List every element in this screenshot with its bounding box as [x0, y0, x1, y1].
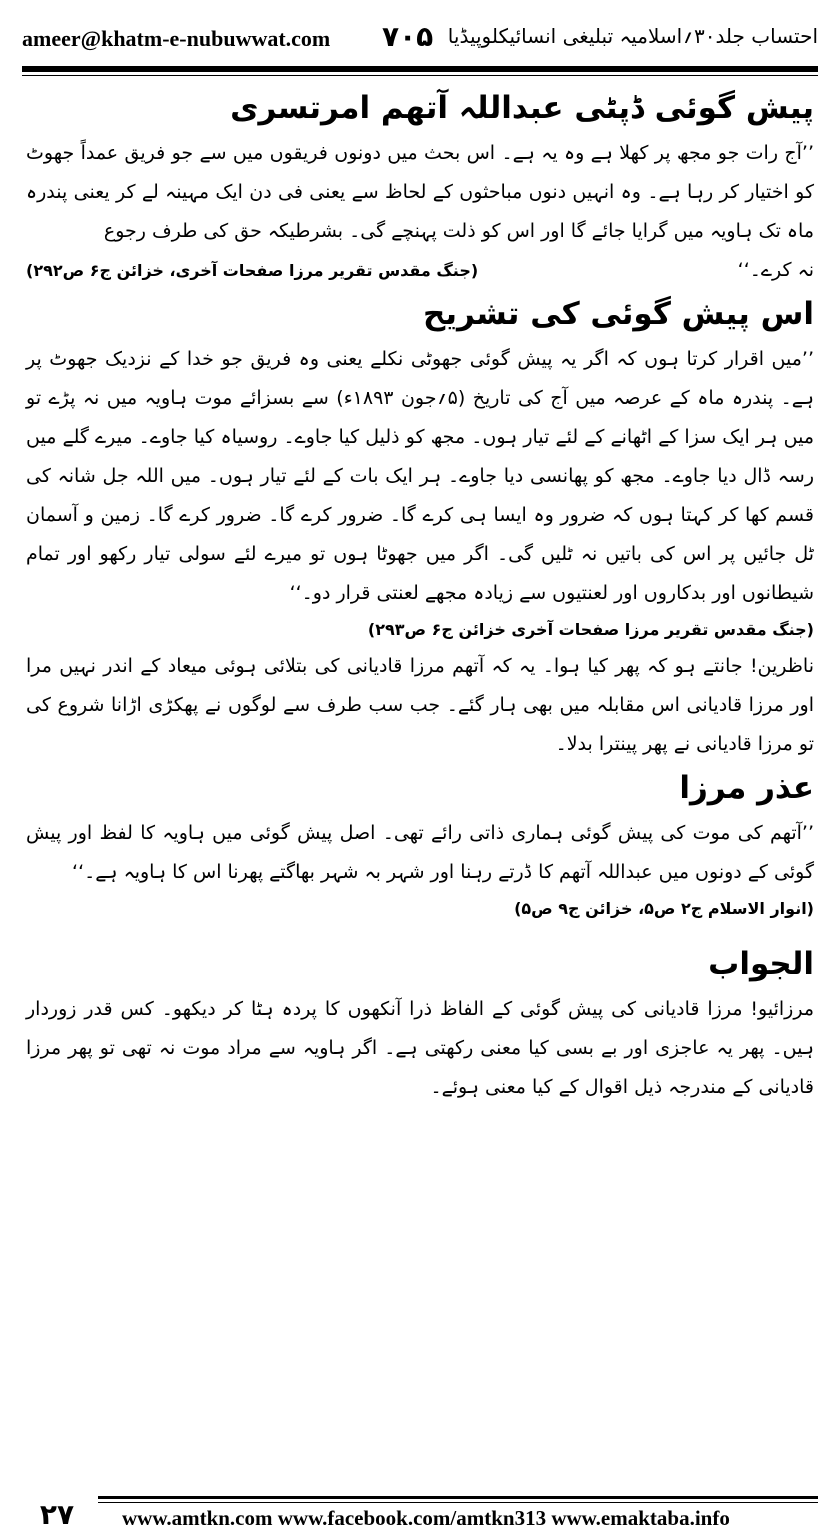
excuse-citation: (انوار الاسلام ج۲ ص۵، خزائن ج۹ ص۵): [514, 899, 814, 918]
header-page-number: ۷۰۵: [382, 20, 434, 53]
footer-rule-thin: [98, 1502, 818, 1503]
footer-rule-thick: [98, 1496, 818, 1499]
page-footer: [22, 1490, 818, 1536]
section-heading-explanation: اس پیش گوئی کی تشریح: [423, 296, 814, 332]
section-heading-prophecy: پیش گوئی ڈپٹی عبداللہ آتھم امرتسری: [230, 90, 814, 126]
header-email: ameer@khatm-e-nubuwwat.com: [22, 26, 331, 51]
page-header: [22, 8, 818, 56]
section-heading-answer: الجواب: [708, 946, 814, 982]
header-rule-thick: [22, 66, 818, 72]
prophecy-quote-end-row: [26, 251, 814, 290]
spacer: [26, 926, 814, 940]
header-rule-thin: [22, 75, 818, 76]
explanation-quote: ’’میں اقرار کرتا ہوں کہ اگر یہ پیش گوئی جھوٹی نکلے یعنی وہ فریق جو خدا کے نزدیک جھوٹ پر ہے۔ پندرہ ماہ کے عرصہ میں آج کی تاریخ (۵؍جون ۱۸۹۳ء) سے بسزائے موت ہاویہ میں نہ پڑے تو میں ہر ایک سزا کے اٹھانے کے لئے تیار ہوں۔ مجھ کو ذلیل کیا جاوے۔ روسیاہ کیا جاوے۔ میرے گلے میں رسہ ڈال دیا جاوے۔ مجھ کو پھانسی دیا جاوے۔ ہر ایک بات کے لئے تیار ہوں۔ میں اللہ جل شانہ کی قسم کھا کر کہتا ہوں کہ ضرور وہ ایسا ہی کرے گا۔ ضرور کرے گا۔ ضرور کرے گا۔ زمین و آسمان ٹل جائیں پر اس کی باتیں نہ ٹلیں گی۔ اگر میں جھوٹا ہوں تو میرے لئے سولی تیار رکھو اور تمام شیطانوں اور بدکاروں اور لعنتیوں سے زیادہ مجھے لعنتی قرار دو۔‘‘: [26, 348, 815, 604]
page-content: [26, 84, 814, 1107]
footer-page-number: ۲۷: [39, 1497, 75, 1531]
header-title: احتساب جلد۳۰؍اسلامیہ تبلیغی انسائیکلوپیڈیا: [447, 24, 818, 48]
prophecy-citation: (جنگ مقدس تقریر مرزا صفحات آخری، خزائن ج۶ ص۲۹۲): [26, 261, 479, 280]
prophecy-quote: ’’آج رات جو مجھ پر کھلا ہے وہ یہ ہے۔ اس بحث میں دونوں فریقوں میں سے جو فریق عمداً جھوٹ کو اختیار کر رہا ہے۔ وہ انہیں دنوں مباحثوں کے لحاظ سے یعنی فی دن ایک مہینہ لے کر یعنی پندرہ ماہ تک ہاویہ میں گرایا جائے گا اور اس کو ذلت پہنچے گی۔ بشرطیکہ حق کی طرف رجوع: [26, 142, 814, 242]
excuse-quote: ’’آتھم کی موت کی پیش گوئی ہماری ذاتی رائے تھی۔ اصل پیش گوئی میں ہاویہ کا لفظ اور پیش گوئی کے دونوں میں عبداللہ آتھم کا ڈرتے رہنا اور شہر بہ شہر بھاگتے پھرنا اس کا ہاویہ ہے۔‘‘: [26, 822, 814, 883]
explanation-body: ناظرین! جانتے ہو کہ پھر کیا ہوا۔ یہ کہ آتھم مرزا قادیانی کی بتلائی ہوئی میعاد کے اندر نہیں مرا اور مرزا قادیانی اس مقابلہ میں بھی ہار گئے۔ جب سب طرف سے لوگوں نے پھکڑی اڑانا شروع کی تو مرزا قادیانی نے پھر پینترا بدلا۔: [26, 655, 814, 755]
answer-body: مرزائیو! مرزا قادیانی کی پیش گوئی کے الفاظ ذرا آنکھوں کا پردہ ہٹا کر دیکھو۔ کس قدر زوردار ہیں۔ پھر یہ عاجزی اور بے بسی کیا معنی رکھتی ہے۔ اگر ہاویہ سے مراد موت نہ تھی تو پھر مرزا قادیانی کے مندرجہ ذیل اقوال کے کیا معنی ہوئے۔: [26, 998, 814, 1098]
footer-links: www.amtkn.com www.facebook.com/amtkn313 www.emaktaba.info: [122, 1506, 730, 1530]
explanation-citation: (جنگ مقدس تقریر مرزا صفحات آخری خزائن ج۶ ص۲۹۳): [367, 620, 814, 639]
section-heading-excuse: عذر مرزا: [679, 770, 814, 806]
prophecy-quote-end: نہ کرے۔‘‘: [737, 259, 814, 281]
